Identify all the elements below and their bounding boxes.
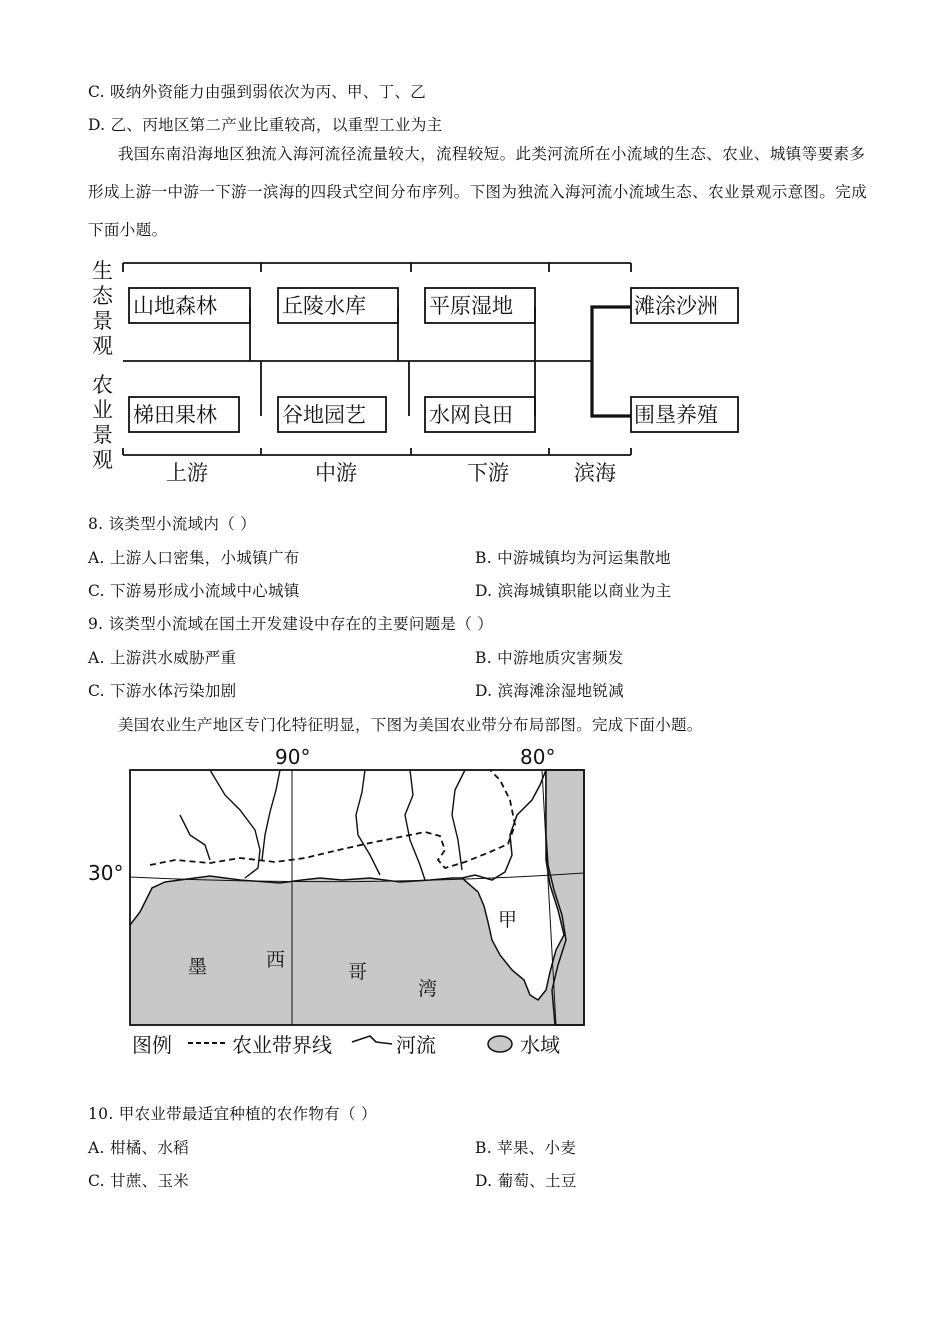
q10-option-c: C. 甘蔗、玉米 — [88, 1172, 190, 1190]
eco-label-char: 景 — [92, 309, 113, 333]
longitude-90-label: 90° — [275, 745, 311, 769]
latitude-30-label: 30° — [88, 861, 124, 885]
gulf-label-char: 哥 — [348, 961, 368, 983]
q9-option-d: D. 滨海滩涂湿地锐减 — [475, 682, 625, 700]
agri-label-char: 业 — [92, 398, 113, 422]
intro-paragraph-watershed: 我国东南沿海地区独流入海河流径流量较大，流程较短。此类河流所在小流域的生态、农业、城镇等要素多形成上游一中游一下游一滨海的四段式空间分布序列。下图为独流入海河流小流域生态、农业景观示意图。完成下面小题。 — [88, 145, 868, 239]
q8-option-a: A. 上游人口密集，小城镇广布 — [88, 549, 300, 567]
intro-paragraph-us-agriculture: 美国农业生产地区专门化特征明显，下图为美国农业带分布局部图。完成下面小题。 — [118, 716, 703, 734]
q9-option-c: C. 下游水体污染加剧 — [88, 682, 237, 700]
q8-option-b: B. 中游城镇均为河运集散地 — [475, 549, 671, 567]
q10-option-a: A. 柑橘、水稻 — [88, 1139, 189, 1157]
q10-option-d: D. 葡萄、土豆 — [475, 1172, 577, 1190]
gulf-label-char: 西 — [266, 949, 286, 971]
eco-text: 丘陵水库 — [282, 294, 366, 318]
q10-stem: 10. 甲农业带最适宜种植的农作物有（ ） — [88, 1105, 377, 1123]
eco-text: 平原湿地 — [429, 294, 513, 318]
q9-option-b: B. 中游地质灾害频发 — [475, 649, 624, 667]
section-label: 中游 — [315, 461, 357, 485]
section-label: 滨海 — [574, 461, 616, 485]
q9-stem: 9. 该类型小流域在国土开发建设中存在的主要问题是（ ） — [88, 615, 494, 633]
us-agriculture-belt-map — [80, 740, 600, 1065]
watershed-landscape-diagram — [80, 250, 718, 495]
legend-water-label: 水域 — [520, 1033, 560, 1057]
agri-label-char: 观 — [92, 448, 113, 472]
eco-label-char: 观 — [92, 334, 113, 358]
longitude-80-label: 80° — [520, 745, 556, 769]
gulf-label-char: 湾 — [418, 978, 438, 1000]
eco-label-char: 生 — [92, 259, 113, 283]
q9-option-a: A. 上游洪水威胁严重 — [88, 649, 237, 667]
agri-text: 梯田果林 — [133, 403, 217, 427]
agri-text: 水网良田 — [429, 403, 513, 427]
q7-option-d: D. 乙、丙地区第二产业比重较高，以重型工业为主 — [88, 116, 443, 134]
legend-title: 图例 — [132, 1033, 172, 1057]
region-jia-label: 甲 — [498, 909, 518, 931]
legend-river-label: 河流 — [396, 1033, 436, 1057]
q8-option-c: C. 下游易形成小流域中心城镇 — [88, 582, 300, 600]
eco-label-char: 态 — [92, 284, 113, 308]
q8-stem: 8. 该类型小流域内（ ） — [88, 515, 257, 533]
agri-label-char: 农 — [92, 373, 113, 397]
water-symbol-icon — [488, 1036, 512, 1052]
gulf-label-char: 墨 — [188, 956, 208, 978]
legend-boundary-label: 农业带界线 — [232, 1033, 332, 1057]
q7-option-c: C. 吸纳外资能力由强到弱依次为丙、甲、丁、乙 — [88, 83, 427, 101]
agri-text: 围垦养殖 — [634, 403, 718, 427]
agri-text: 谷地园艺 — [282, 403, 366, 427]
eco-text: 山地森林 — [133, 294, 217, 318]
agri-label-char: 景 — [92, 423, 113, 447]
q8-option-d: D. 滨海城镇职能以商业为主 — [475, 582, 672, 600]
q10-option-b: B. 苹果、小麦 — [475, 1139, 577, 1157]
eco-text: 滩涂沙洲 — [634, 294, 718, 318]
river-symbol-icon — [352, 1036, 392, 1044]
section-label: 上游 — [166, 461, 208, 485]
section-label: 下游 — [467, 461, 509, 485]
